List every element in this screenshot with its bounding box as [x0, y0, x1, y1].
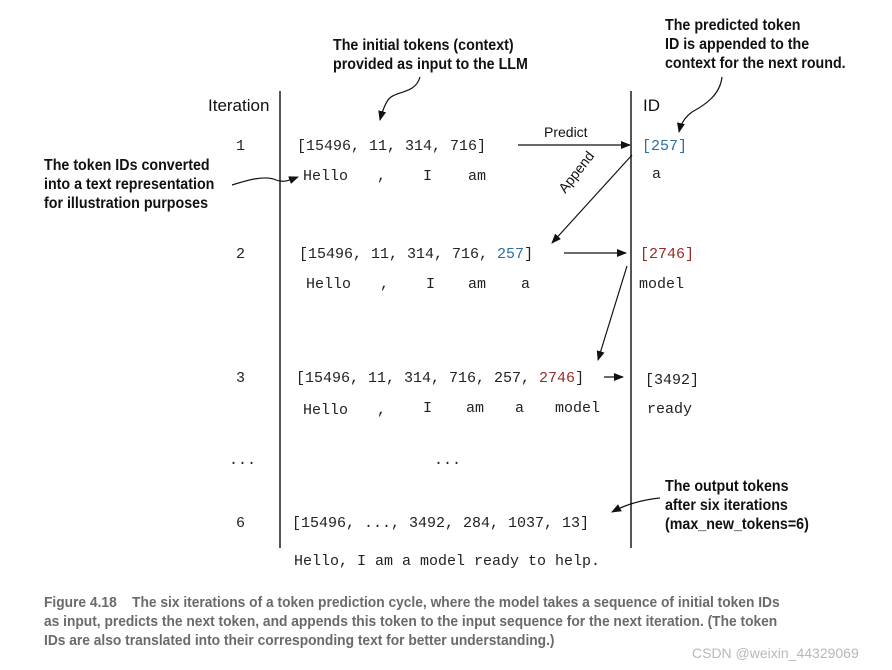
- token-text: am: [466, 400, 485, 417]
- predicted-text: a: [652, 166, 662, 183]
- appended-id: 257: [497, 246, 525, 263]
- predicted-text: model: [639, 276, 685, 293]
- token-ids-prefix: [15496, 11, 314, 716, 257,: [296, 370, 540, 387]
- context-note-line: The initial tokens (context): [333, 37, 514, 54]
- append-label: Append: [555, 147, 598, 196]
- output-note-line: The output tokens: [665, 478, 789, 495]
- predict-label: Predict: [544, 124, 588, 140]
- token-text: Hello: [303, 402, 349, 419]
- iteration-number: 2: [236, 246, 246, 263]
- token-ids: [296, 370, 584, 387]
- token-text: I: [423, 168, 433, 185]
- predicted-note-line: The predicted token: [665, 17, 801, 34]
- caption-line: as input, predicts the next token, and appends this token to the input sequence for the next iteration. (The token: [44, 614, 778, 630]
- token-text: a: [521, 276, 531, 293]
- token-text: am: [468, 168, 487, 185]
- token-ids: [15496, 11, 314, 716]: [297, 138, 487, 155]
- token-ids-suffix: ]: [575, 370, 585, 387]
- appended-id: 2746: [539, 370, 576, 387]
- predicted-note-arrow: [679, 77, 722, 132]
- token-ids: [299, 246, 533, 263]
- text-note-line: The token IDs converted: [44, 157, 210, 174]
- predicted-note-line: context for the next round.: [665, 55, 846, 72]
- token-text: Hello: [303, 168, 349, 185]
- iteration-number: 6: [236, 515, 246, 532]
- token-text: Hello: [306, 276, 352, 293]
- token-ids-prefix: [15496, 11, 314, 716,: [299, 246, 498, 263]
- ellipsis-ids: ...: [434, 452, 462, 469]
- token-text: I: [426, 276, 436, 293]
- output-note: [665, 477, 809, 534]
- text-note-arrow: [232, 177, 298, 185]
- context-note-line: provided as input to the LLM: [333, 56, 528, 73]
- context-note-arrow: [380, 77, 420, 120]
- watermark: CSDN @weixin_44329069: [692, 645, 859, 661]
- predicted-note: [665, 16, 846, 73]
- final-output-text: Hello, I am a model ready to help.: [294, 553, 601, 570]
- append-arrow: [552, 155, 632, 243]
- predicted-id: [257]: [642, 138, 688, 155]
- iteration-header: Iteration: [208, 96, 270, 115]
- id-header: ID: [643, 96, 660, 115]
- text-note-line: into a text representation: [44, 176, 215, 193]
- predicted-id: [2746]: [640, 246, 695, 263]
- predicted-note-line: ID is appended to the: [665, 36, 810, 53]
- output-note-line: after six iterations: [665, 497, 788, 514]
- iteration-number: 1: [236, 138, 246, 155]
- token-text: ,: [380, 276, 390, 293]
- predicted-text: ready: [647, 401, 693, 418]
- token-text: am: [468, 276, 487, 293]
- token-text: I: [423, 400, 433, 417]
- token-text: ,: [377, 402, 387, 419]
- context-note: [333, 36, 528, 74]
- caption-line: Figure 4.18 The six iterations of a token prediction cycle, where the model takes a sequence of initial token IDs: [44, 595, 780, 611]
- figure-caption: [44, 594, 823, 651]
- token-text: ,: [377, 168, 387, 185]
- predicted-id: [3492]: [645, 372, 700, 389]
- text-note: [44, 156, 214, 213]
- token-ids-suffix: ]: [524, 246, 534, 263]
- text-note-line: for illustration purposes: [44, 195, 209, 212]
- output-note-line: (max_new_tokens=6): [665, 516, 809, 533]
- token-text: a: [515, 400, 525, 417]
- iteration-number: 3: [236, 370, 246, 387]
- append-arrow-2: [598, 266, 627, 360]
- output-note-arrow: [612, 498, 660, 512]
- token-ids: [15496, ..., 3492, 284, 1037, 13]: [292, 515, 590, 532]
- ellipsis-iteration: ...: [229, 452, 257, 469]
- token-text: model: [555, 400, 601, 417]
- caption-line: IDs are also translated into their corresponding text for better understanding.): [44, 633, 555, 649]
